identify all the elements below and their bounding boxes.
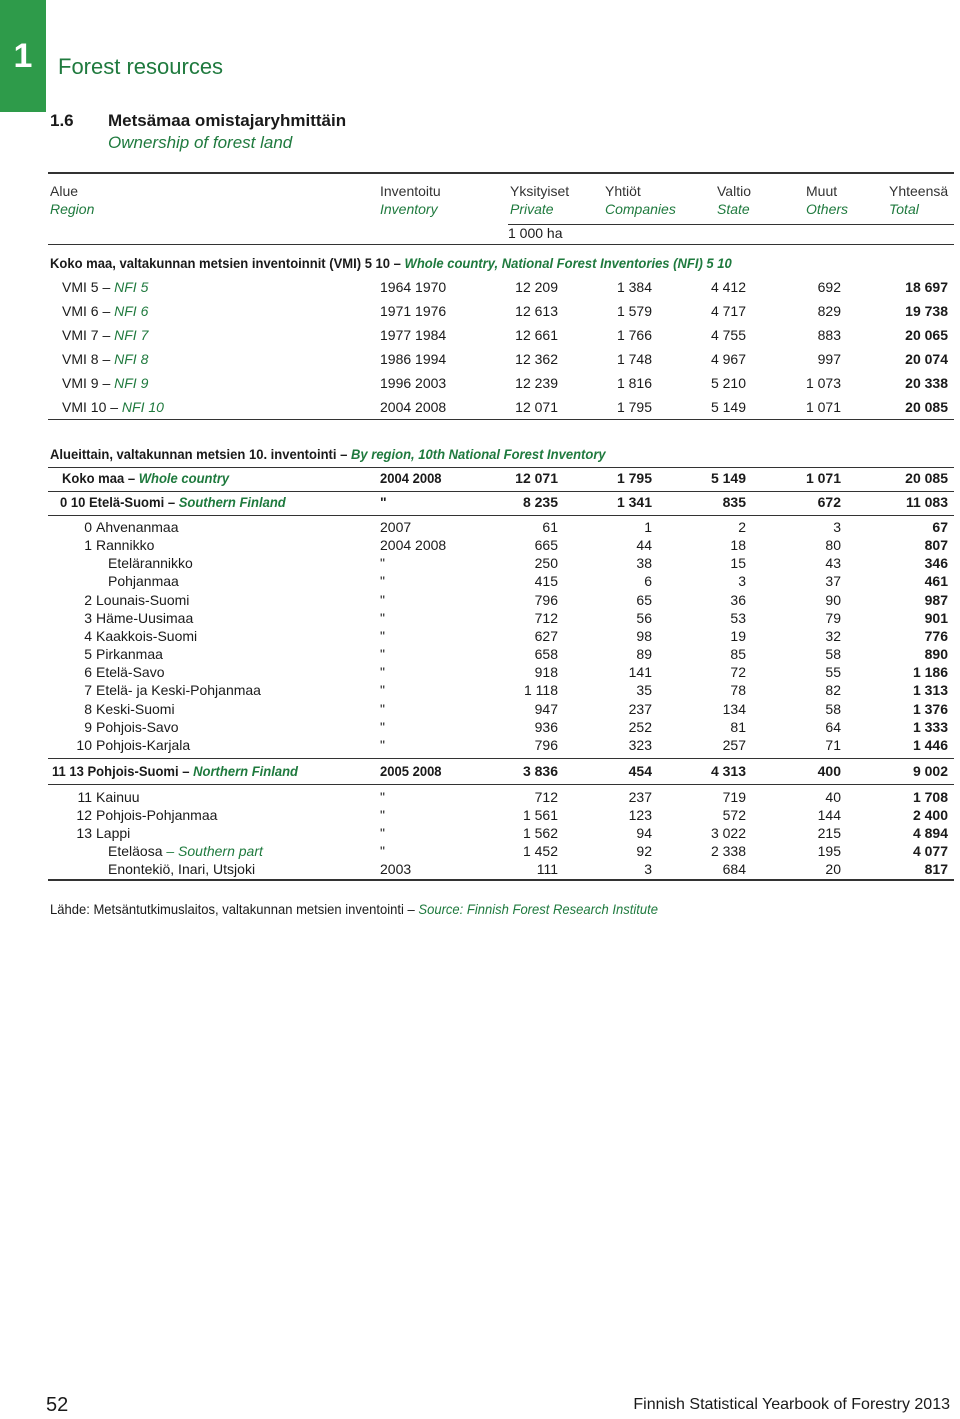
region-fi: VMI 9 – <box>62 375 115 391</box>
cell-region: Keski-Suomi <box>96 700 175 717</box>
table-row <box>0 302 960 320</box>
region-en: NFI 6 <box>114 303 149 319</box>
cell-companies: 98 <box>636 627 652 644</box>
cell-others: 997 <box>817 351 841 367</box>
cell-inventory: " <box>380 825 385 842</box>
cell-companies: 1 748 <box>616 351 652 367</box>
cell-region <box>62 374 148 392</box>
table-top-rule <box>48 172 954 174</box>
region-fi: Pohjois-Pohjanmaa <box>96 807 218 824</box>
cell-others: 79 <box>825 609 841 626</box>
cell-others: 55 <box>825 664 841 681</box>
table-row <box>0 860 960 878</box>
cell-companies: 65 <box>636 591 652 608</box>
region-fi: VMI 7 – <box>62 327 115 343</box>
cell-state: 4 755 <box>710 327 746 343</box>
cell-companies: 38 <box>636 555 652 572</box>
cell-others: 32 <box>825 627 841 644</box>
table-row <box>0 350 960 368</box>
cell-companies: 56 <box>636 609 652 626</box>
cell-others: 71 <box>825 736 841 753</box>
cell-companies: 141 <box>628 664 652 681</box>
cell-total: 1 186 <box>912 664 948 681</box>
cell-others: 20 <box>825 861 841 878</box>
cell-private: 12 661 <box>515 327 558 343</box>
cell-others: 64 <box>825 718 841 735</box>
header-state: Valtio State <box>717 183 751 217</box>
cell-region-number: 12 <box>76 807 92 824</box>
cell-region: Häme-Uusimaa <box>96 609 194 626</box>
cell-state: 19 <box>730 627 746 644</box>
cell-others: 37 <box>825 573 841 590</box>
cell-state: 4 412 <box>710 279 746 295</box>
cell-state: 53 <box>730 609 746 626</box>
cell-private: 1 452 <box>522 843 558 860</box>
cell-others: 883 <box>817 327 841 343</box>
cell-state: 3 022 <box>710 825 746 842</box>
cell-state: 85 <box>730 646 746 663</box>
cell-region-number: 0 <box>84 519 92 535</box>
cell-inventory: " <box>380 627 385 644</box>
cell-total: 890 <box>924 646 948 663</box>
table-row <box>0 645 960 663</box>
cell-state: 719 <box>722 789 746 805</box>
cell-total: 19 738 <box>905 303 948 319</box>
table-title-fi: Metsämaa omistajaryhmittäin <box>108 111 347 130</box>
cell-region-number: 2 <box>84 591 92 608</box>
cell-region-number: 4 <box>84 627 92 644</box>
section-nfi-heading: Koko maa, valtakunnan metsien inventoinnit (VMI) 5 10 – Whole country, National Forest Inventories (NFI) 5 10 <box>50 255 732 271</box>
table-row <box>0 278 960 296</box>
cell-state: 4 967 <box>710 351 746 367</box>
cell-companies: 35 <box>636 682 652 699</box>
cell-others: 1 071 <box>805 399 841 415</box>
cell-region-number: 1 <box>84 537 92 554</box>
chapter-title: Forest resources <box>58 54 224 79</box>
cell-region <box>96 788 140 806</box>
cell-region <box>96 806 217 824</box>
table-row <box>0 572 960 590</box>
region-en: NFI 10 <box>121 399 164 415</box>
publication-title: Finnish Statistical Yearbook of Forestry 2013 <box>633 1396 950 1413</box>
cell-companies: 237 <box>628 789 652 805</box>
cell-companies: 1 816 <box>616 375 652 391</box>
cell-region: Kaakkois-Suomi <box>96 627 198 644</box>
cell-companies: 1 384 <box>616 279 652 295</box>
cell-private: 665 <box>534 537 558 554</box>
cell-private: 12 239 <box>515 375 558 391</box>
table-row <box>0 609 960 627</box>
cell-companies: 123 <box>628 807 652 824</box>
cell-state: 2 <box>738 519 746 535</box>
cell-total: 346 <box>924 555 948 572</box>
cell-state: 134 <box>722 700 746 717</box>
cell-region: Rannikko <box>96 537 155 554</box>
cell-state: 15 <box>730 555 746 572</box>
cell-state: 18 <box>730 537 746 554</box>
region-en: NFI 8 <box>114 351 149 367</box>
cell-inventory: " <box>380 807 385 824</box>
cell-total: 1 708 <box>912 789 948 805</box>
cell-total: 817 <box>924 861 948 878</box>
header-bottom-rule <box>48 244 954 245</box>
cell-others: 80 <box>825 537 841 554</box>
cell-companies: 3 <box>644 861 652 878</box>
table-row <box>0 374 960 392</box>
cell-total: 4 894 <box>912 825 948 842</box>
header-companies: Yhtiöt Companies <box>605 183 676 217</box>
cell-total: 4 077 <box>912 843 948 860</box>
table-bottom-rule <box>48 879 954 881</box>
table-title-en: Ownership of forest land <box>108 133 293 152</box>
cell-private: 796 <box>534 736 558 753</box>
cell-others: 90 <box>825 591 841 608</box>
region-fi: VMI 5 – <box>62 279 115 295</box>
region-heading-rule <box>48 467 954 468</box>
region-fi: Enontekiö, Inari, Utsjoki <box>108 861 256 878</box>
northern-finland-row: 11 13 Pohjois-Suomi – Northern Finland 2005 2008 3 836 454 4 313 400 9 002 <box>52 763 948 779</box>
table-row <box>0 842 960 860</box>
cell-private: 712 <box>534 789 558 805</box>
cell-companies: 89 <box>636 646 652 663</box>
cell-total: 987 <box>924 591 948 608</box>
cell-total: 2 400 <box>912 807 948 824</box>
cell-region-number: 3 <box>84 609 92 626</box>
cell-state: 257 <box>722 736 746 753</box>
header-region: Alue Region <box>50 183 95 217</box>
cell-total: 461 <box>924 573 948 590</box>
cell-companies: 252 <box>628 718 652 735</box>
cell-companies: 1 766 <box>616 327 652 343</box>
cell-region <box>62 326 148 344</box>
cell-private: 1 561 <box>522 807 558 824</box>
cell-total: 807 <box>924 537 948 554</box>
cell-private: 627 <box>534 627 558 644</box>
cell-region: Pohjois-Karjala <box>96 736 191 753</box>
table-row <box>0 326 960 344</box>
cell-inventory: 2004 2008 <box>380 537 447 554</box>
cell-region <box>62 278 148 296</box>
cell-total: 67 <box>932 519 948 535</box>
cell-companies: 92 <box>636 843 652 860</box>
cell-inventory: " <box>380 664 385 681</box>
cell-region: Etelärannikko <box>108 555 193 572</box>
region-fi: VMI 6 – <box>62 303 115 319</box>
cell-private: 12 071 <box>515 399 558 415</box>
cell-region: Pirkanmaa <box>96 646 163 663</box>
cell-inventory: 1996 2003 <box>380 375 447 391</box>
table-row <box>0 681 960 699</box>
cell-region <box>62 302 148 320</box>
table-row <box>0 554 960 572</box>
cell-inventory: 2007 <box>380 519 412 535</box>
cell-total: 776 <box>924 627 948 644</box>
cell-companies: 323 <box>628 736 652 753</box>
source-note: Lähde: Metsäntutkimuslaitos, valtakunnan metsien inventointi – Source: Finnish Forest Research Institute <box>50 901 658 917</box>
cell-inventory: " <box>380 700 385 717</box>
cell-private: 936 <box>534 718 558 735</box>
cell-state: 72 <box>730 664 746 681</box>
cell-others: 40 <box>825 789 841 805</box>
cell-private: 658 <box>534 646 558 663</box>
whole-country-row: Koko maa – Whole country 2004 2008 12 071 1 795 5 149 1 071 20 085 <box>62 470 948 486</box>
page-number: 52 <box>46 1394 69 1416</box>
cell-state: 4 717 <box>710 303 746 319</box>
cell-region: Ahvenanmaa <box>96 519 179 535</box>
region-en: NFI 5 <box>114 279 149 295</box>
cell-region-number: 8 <box>84 700 92 717</box>
cell-total: 20 065 <box>905 327 948 343</box>
northern-top-rule <box>48 758 954 759</box>
cell-companies: 44 <box>636 537 652 554</box>
cell-others: 43 <box>825 555 841 572</box>
cell-others: 3 <box>833 519 841 535</box>
cell-region-number: 9 <box>84 718 92 735</box>
cell-total: 18 697 <box>905 279 948 295</box>
cell-region <box>96 824 130 842</box>
section-region-heading: Alueittain, valtakunnan metsien 10. inventointi – By region, 10th National Forest Inventory <box>50 446 606 462</box>
region-fi: Lappi <box>96 825 131 842</box>
cell-inventory: " <box>380 591 385 608</box>
header-inventory: Inventoitu Inventory <box>380 183 441 217</box>
cell-private: 1 562 <box>522 825 558 842</box>
cell-state: 3 <box>738 573 746 590</box>
cell-total: 1 376 <box>912 700 948 717</box>
cell-total: 20 085 <box>905 399 948 415</box>
cell-region-number: 11 <box>77 789 92 805</box>
cell-region-number: 13 <box>76 825 92 842</box>
cell-companies: 1 795 <box>616 399 652 415</box>
cell-inventory: " <box>380 682 385 699</box>
cell-region <box>62 350 148 368</box>
cell-inventory: " <box>380 718 385 735</box>
cell-others: 215 <box>817 825 841 842</box>
cell-private: 250 <box>534 555 558 572</box>
table-row <box>0 398 960 416</box>
cell-total: 20 074 <box>905 351 948 367</box>
region-en: – Southern part <box>162 843 263 860</box>
cell-state: 78 <box>730 682 746 699</box>
cell-companies: 1 579 <box>616 303 652 319</box>
cell-region: Lounais-Suomi <box>96 591 190 608</box>
cell-inventory: " <box>380 736 385 753</box>
cell-state: 5 210 <box>710 375 746 391</box>
cell-private: 111 <box>536 861 558 878</box>
table-row <box>0 536 960 554</box>
cell-private: 918 <box>534 664 558 681</box>
cell-others: 58 <box>825 700 841 717</box>
cell-others: 82 <box>825 682 841 699</box>
cell-others: 58 <box>825 646 841 663</box>
table-row <box>0 824 960 842</box>
table-row <box>0 700 960 718</box>
cell-inventory: " <box>380 646 385 663</box>
table-row <box>0 591 960 609</box>
cell-region: Pohjanmaa <box>108 573 179 590</box>
table-row <box>0 518 960 536</box>
nfi-bottom-rule <box>48 419 954 420</box>
cell-private: 796 <box>534 591 558 608</box>
cell-inventory: 2004 2008 <box>380 399 447 415</box>
table-number: 1.6 <box>50 111 74 130</box>
header-total: Yhteensä Total <box>889 183 949 217</box>
table-row <box>0 627 960 645</box>
header-private: Yksityiset Private <box>510 183 570 217</box>
cell-total: 1 446 <box>912 736 948 753</box>
cell-inventory: 1977 1984 <box>380 327 447 343</box>
table-row <box>0 736 960 754</box>
cell-private: 12 613 <box>515 303 558 319</box>
unit-label: 1 000 ha <box>508 225 563 241</box>
cell-region <box>108 860 255 878</box>
cell-private: 947 <box>534 700 558 717</box>
southern-rule <box>48 515 954 516</box>
cell-region: Pohjois-Savo <box>96 718 179 735</box>
region-fi: Kainuu <box>96 789 140 805</box>
cell-companies: 1 <box>644 519 652 535</box>
cell-others: 829 <box>817 303 841 319</box>
cell-inventory: " <box>380 789 385 805</box>
cell-inventory: " <box>380 843 385 860</box>
cell-private: 12 362 <box>515 351 558 367</box>
region-fi: Eteläosa <box>108 843 163 860</box>
cell-state: 2 338 <box>710 843 746 860</box>
region-en: NFI 9 <box>114 375 149 391</box>
cell-companies: 237 <box>628 700 652 717</box>
cell-companies: 6 <box>644 573 652 590</box>
cell-inventory: " <box>380 555 385 572</box>
table-row <box>0 788 960 806</box>
region-fi: VMI 8 – <box>62 351 115 367</box>
cell-total: 901 <box>924 609 948 626</box>
cell-region-number: 5 <box>84 646 92 663</box>
chapter-number: 1 <box>13 37 33 75</box>
cell-others: 1 073 <box>805 375 841 391</box>
cell-others: 195 <box>817 843 841 860</box>
cell-total: 20 338 <box>905 375 948 391</box>
cell-inventory: 2003 <box>380 861 412 878</box>
cell-total: 1 333 <box>912 718 948 735</box>
cell-state: 36 <box>730 591 746 608</box>
cell-private: 1 118 <box>524 682 558 699</box>
cell-inventory: " <box>380 609 385 626</box>
cell-region-number: 10 <box>76 736 92 753</box>
region-en: NFI 7 <box>114 327 149 343</box>
table-title <box>50 111 346 131</box>
cell-inventory: 1971 1976 <box>380 303 447 319</box>
cell-private: 61 <box>542 519 558 535</box>
cell-private: 415 <box>534 573 558 590</box>
cell-private: 712 <box>534 609 558 626</box>
cell-others: 144 <box>817 807 841 824</box>
cell-inventory: " <box>380 573 385 590</box>
cell-region <box>108 842 263 860</box>
cell-inventory: 1964 1970 <box>380 279 447 295</box>
cell-region: Etelä- ja Keski-Pohjanmaa <box>96 682 261 699</box>
cell-region-number: 7 <box>84 682 92 699</box>
cell-inventory: 1986 1994 <box>380 351 447 367</box>
cell-state: 81 <box>730 718 746 735</box>
cell-companies: 94 <box>636 825 652 842</box>
cell-region: Etelä-Savo <box>96 664 165 681</box>
cell-state: 5 149 <box>710 399 746 415</box>
region-fi: VMI 10 – <box>62 399 122 415</box>
cell-state: 684 <box>722 861 746 878</box>
cell-state: 572 <box>722 807 746 824</box>
cell-total: 1 313 <box>912 682 948 699</box>
southern-finland-row: 0 10 Etelä-Suomi – Southern Finland " 8 235 1 341 835 672 11 083 <box>60 494 948 510</box>
cell-private: 12 209 <box>515 279 558 295</box>
chapter-tab <box>0 0 46 112</box>
northern-rule <box>48 784 954 785</box>
whole-country-rule <box>48 491 954 492</box>
table-row <box>0 663 960 681</box>
table-row <box>0 806 960 824</box>
cell-others: 692 <box>817 279 841 295</box>
unit-rule <box>508 224 954 225</box>
cell-region <box>62 398 164 416</box>
cell-region-number: 6 <box>84 664 92 681</box>
table-row <box>0 718 960 736</box>
header-others: Muut Others <box>806 183 849 217</box>
